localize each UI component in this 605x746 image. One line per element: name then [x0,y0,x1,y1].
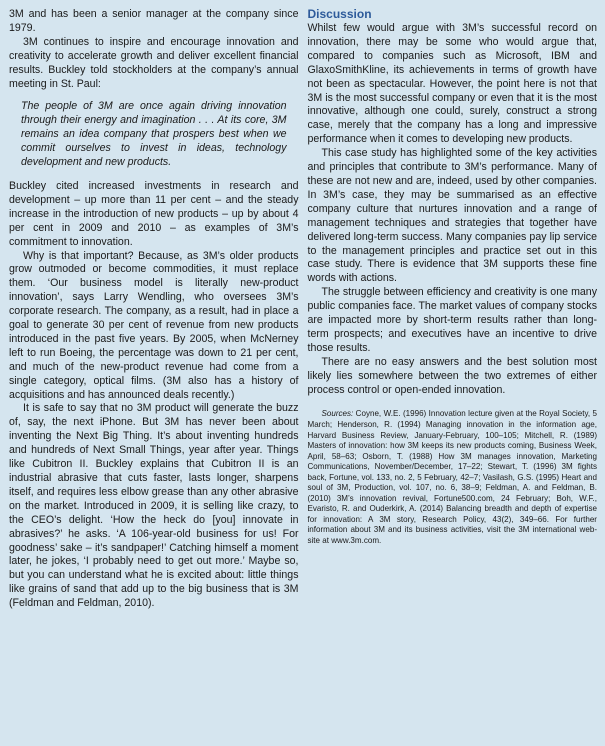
sources-block [308,409,598,546]
paragraph-why-important: Why is that important? Because, as 3M’s older products grow outmoded or become commodities, it must replace them. ‘Our business model is literally new-product innovation’, says Larry Wendling, who oversees 3M’s corporate research. The company, as a result, had in place a goal to generate 30 per cent of revenue from new products introduced in the past five years. By 2005, when McNerney left to run Boeing, the percentage was down to 21 per cent, and much of the new-product revenue had come from a single category, optical films. (3M also has a history of acquisitions and has announced deals recently.) [9,249,299,401]
discussion-heading: Discussion [307,7,372,21]
paragraph-investments: Buckley cited increased investments in research and development – up more than 11 per cent – and the steady increase in the introduction of new products – up by about 4 per cent in 2009 and 2010 – as examples of 3M’s commitment to innovation. [9,179,299,248]
buckley-quote: The people of 3M are once again driving innovation through their energy and imagination . . . At its core, 3M remains an idea company that prospers best when we commit ourselves to invest in ideas, technology development and new products. [21,100,287,169]
paragraph-case-study: This case study has highlighted some of the key activities and principles that contribute to 3M’s performance. Many of these are not new and are, indeed, used by other companies. In 3M’s case, they may be summarised as an effective company culture that nurtures innovation and a range of management techniques and strategies that together have delivered long-term success. Many companies pay lip service to the management principles and practice set out in this case study. There is evidence that 3M supports these fine words with actions. [307,147,597,285]
paragraph-no-easy-answers: There are no easy answers and the best solution most likely lies somewhere between the two extremes of either process control or open-ended innovation. [307,355,597,396]
paragraph-discussion-record: Whilst few would argue with 3M’s successful record on innovation, there may be some who would argue that, compared to companies such as Microsoft, IBM and GlaxoSmithKline, its achievements in terms of growth have not been as spectacular. However, the point here is not that 3M is the most successful company or even that it is the most innovative, although one could, surely, construct a strong case, merely that the company has a long and impressive performance when it comes to developing new products. [307,22,597,146]
spacer [308,397,598,409]
sources-text: Coyne, W.E. (1996) Innovation lecture given at the Royal Society, 5 March; Henderson, R. (1994) Managing innovation in the information age, Harvard Business Review, January-February, 100–105; Mitchell, R. (1989) Masters of innovation: how 3M keeps its new products coming, Business Week, April, 58–63; Osborn, T. (1988) How 3M manages innovation, Marketing Communications, November/December, 17–22; Stewart, T. (1996) 3M fights back, Fortune, vol. 133, no. 2, 5 February, 42–7; Vasilash, G.S. (1995) Heart and soul of 3M, Production, vol. 107, no. 6, 38–9; Feldman, A. and Feldman, B. (2010) 3M’s innovation revival, Fortune500.com, 24 February; Boh, W.F., Evaristo, R. and Ouderkirk, A. (2014) Balancing breadth and depth of expertise for innovation: A 3M story, Research Policy, 43(2), 349–66. For further information about 3M and its business activities, visit the 3M international web-site at www.3m.com. [307,409,597,546]
right-column [308,8,598,746]
left-column [9,8,299,746]
paragraph-inspire: 3M continues to inspire and encourage innovation and creativity to accelerate growth and deliver excellent financial results. Buckley told stockholders at the company’s annual meeting in St. Paul: [9,35,299,90]
sources-label: Sources: [321,409,354,419]
paragraph-intro: 3M and has been a senior manager at the company since 1979. [9,8,299,34]
paragraph-next-small-things: It is safe to say that no 3M product will generate the buzz of, say, the next iPhone. But 3M has never been about inventing the Next Big Thing. It’s about inventing hundreds and hundreds of Next Small Things, year after year. Things like Cubitron II. Buckley explains that Cubitron II is an industrial abrasive that cuts faster, lasts longer, sharpens itself, and requires less elbow grease than any other abrasive on the market. Introduced in 2009, it is selling like crazy, to the CEO’s delight. ‘How the heck do [you] innovate in abrasives?’ he asks. ‘A 106-year-old business for us! For goodness’ sake – it’s sandpaper!’ Catching himself a moment later, he jokes, ‘I probably need to get out more.’ Maybe so, but you can understand what he is excited about: little things like grains of sand that add up to the big business that is 3M (Feldman and Feldman, 2010). [9,402,299,610]
paragraph-efficiency-creativity: The struggle between efficiency and creativity is one many public companies face. The market values of company stocks are impacted more by short-term results rather than long-term prospects; and executives have an incentive to drive those results. [307,286,597,354]
